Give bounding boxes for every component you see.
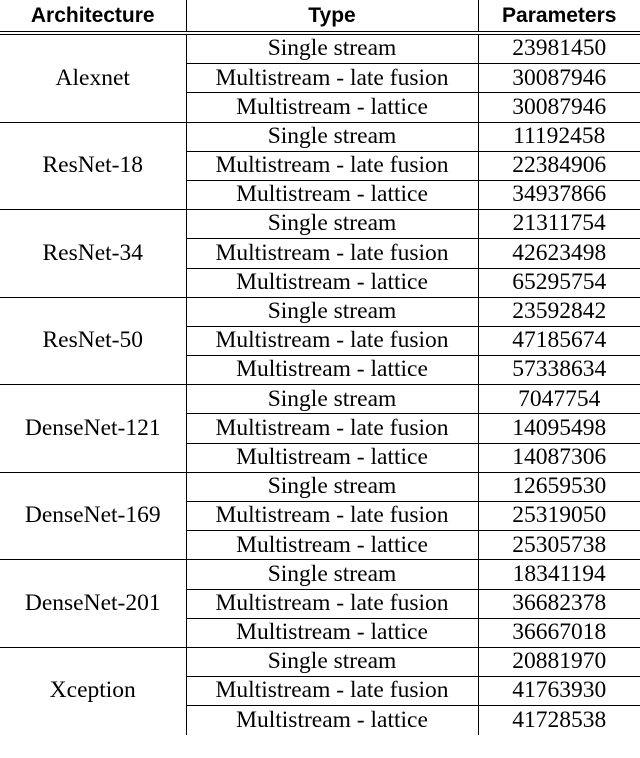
table-row (0, 385, 640, 414)
type-cell: Multistream - late fusion (186, 64, 478, 93)
type-cell: Single stream (186, 210, 478, 239)
type-cell: Multistream - lattice (186, 531, 478, 560)
type-cell: Multistream - late fusion (186, 502, 478, 531)
type-cell: Multistream - lattice (186, 706, 478, 735)
type-cell: Single stream (186, 33, 478, 64)
type-cell: Multistream - lattice (186, 356, 478, 385)
type-cell: Multistream - lattice (186, 268, 478, 297)
parameters-cell: 47185674 (478, 326, 640, 355)
parameters-cell: 20881970 (478, 647, 640, 676)
table-body (0, 33, 640, 735)
header-type: Type (186, 0, 478, 33)
type-cell: Multistream - late fusion (186, 414, 478, 443)
type-cell: Single stream (186, 385, 478, 414)
architecture-cell: ResNet-34 (0, 210, 186, 298)
table-row (0, 122, 640, 151)
table-header (0, 0, 640, 33)
parameters-cell: 18341194 (478, 560, 640, 589)
parameters-cell: 65295754 (478, 268, 640, 297)
parameters-cell: 42623498 (478, 239, 640, 268)
table-row (0, 33, 640, 64)
parameters-cell: 30087946 (478, 64, 640, 93)
parameters-cell: 21311754 (478, 210, 640, 239)
header-row (0, 0, 640, 33)
table-row (0, 472, 640, 501)
parameters-cell: 7047754 (478, 385, 640, 414)
architecture-cell: Alexnet (0, 33, 186, 122)
parameters-cell: 12659530 (478, 472, 640, 501)
type-cell: Multistream - late fusion (186, 151, 478, 180)
type-cell: Multistream - late fusion (186, 326, 478, 355)
parameters-cell: 41763930 (478, 677, 640, 706)
table-row (0, 560, 640, 589)
type-cell: Multistream - lattice (186, 93, 478, 122)
parameters-cell: 25305738 (478, 531, 640, 560)
type-cell: Multistream - late fusion (186, 677, 478, 706)
type-cell: Single stream (186, 560, 478, 589)
parameters-cell: 23981450 (478, 33, 640, 64)
parameters-cell: 14095498 (478, 414, 640, 443)
parameters-cell: 34937866 (478, 180, 640, 209)
table-row (0, 647, 640, 676)
type-cell: Single stream (186, 472, 478, 501)
type-cell: Single stream (186, 297, 478, 326)
type-cell: Multistream - lattice (186, 618, 478, 647)
architecture-cell: ResNet-18 (0, 122, 186, 210)
parameters-cell: 23592842 (478, 297, 640, 326)
type-cell: Single stream (186, 122, 478, 151)
architecture-cell: DenseNet-169 (0, 472, 186, 560)
header-architecture: Architecture (0, 0, 186, 33)
architecture-cell: DenseNet-201 (0, 560, 186, 648)
type-cell: Multistream - lattice (186, 180, 478, 209)
parameters-cell: 22384906 (478, 151, 640, 180)
parameters-cell: 57338634 (478, 356, 640, 385)
parameters-cell: 41728538 (512, 706, 607, 733)
table-row (0, 297, 640, 326)
type-cell: Multistream - late fusion (186, 589, 478, 618)
parameters-cell: 14087306 (478, 443, 640, 472)
architecture-cell: DenseNet-121 (0, 385, 186, 473)
parameters-cell: 25319050 (478, 502, 640, 531)
parameters-cell: 11192458 (478, 122, 640, 151)
architecture-cell: Xception (0, 647, 186, 734)
architecture-cell: ResNet-50 (0, 297, 186, 385)
type-cell: Single stream (186, 647, 478, 676)
type-cell: Multistream - late fusion (186, 239, 478, 268)
parameters-cell: 36667018 (478, 618, 640, 647)
header-parameters: Parameters (502, 4, 617, 27)
parameters-cell: 36682378 (478, 589, 640, 618)
parameters-cell: 30087946 (478, 93, 640, 122)
type-cell: Multistream - lattice (186, 443, 478, 472)
table-row (0, 210, 640, 239)
